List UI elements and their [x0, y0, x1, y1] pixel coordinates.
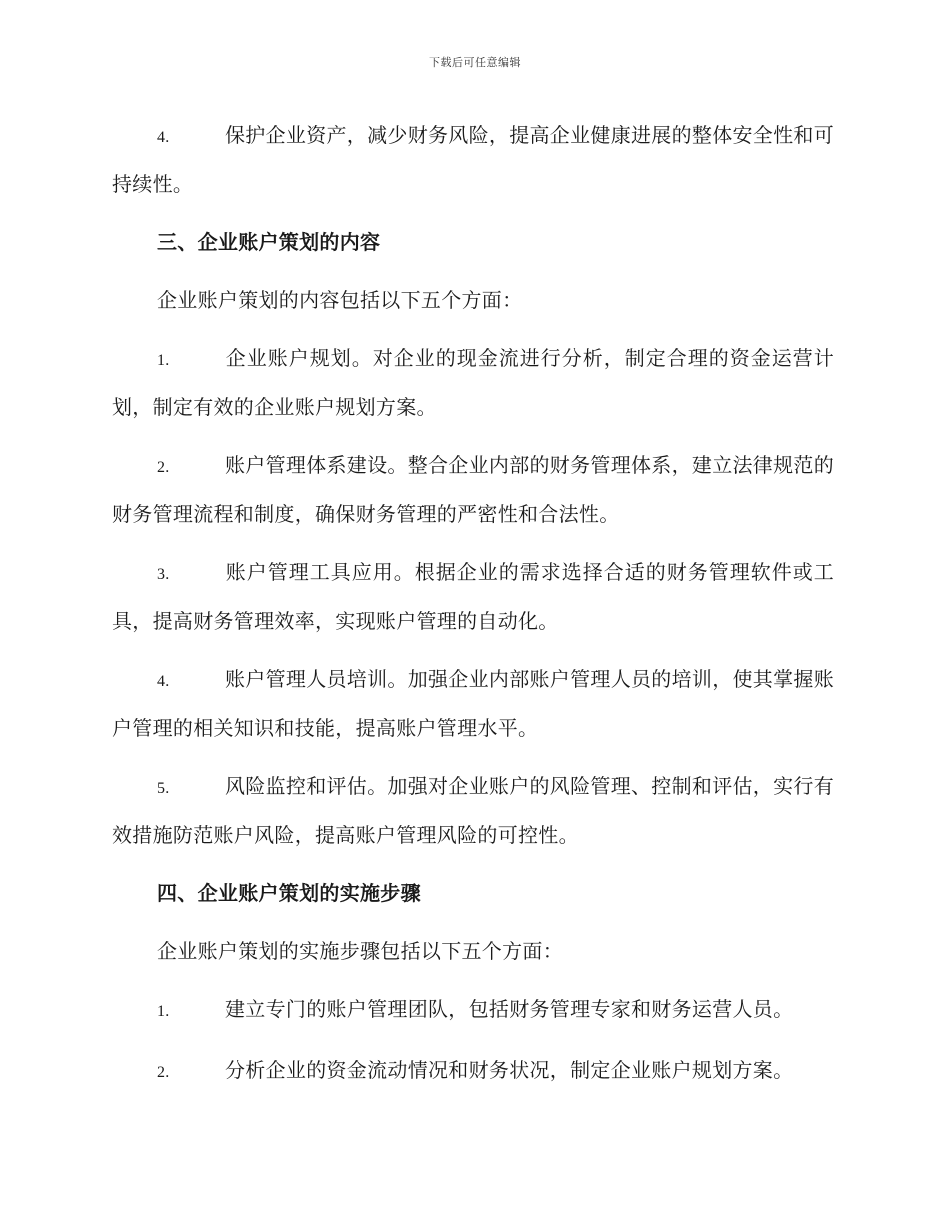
list-number: 2.: [157, 459, 170, 476]
section-heading: 三、企业账户策划的内容: [157, 230, 381, 254]
list-number: 3.: [157, 566, 170, 583]
list-item: [112, 549, 834, 644]
list-text: 账户管理体系建设。整合企业内部的财务管理体系，建立法律规范的财务管理流程和制度，确保财务管理的严密性和合法性。: [112, 453, 834, 526]
list-text: 账户管理人员培训。加强企业内部账户管理人员的培训，使其掌握账户管理的相关知识和技能，提高账户管理水平。: [112, 667, 834, 740]
list-text: 风险监控和评估。加强对企业账户的风险管理、控制和评估，实行有效措施防范账户风险，提高账户管理风险的可控性。: [112, 774, 834, 847]
list-text: 建立专门的账户管理团队，包括财务管理专家和财务运营人员。: [225, 997, 794, 1021]
list-number: 2.: [157, 1064, 170, 1081]
section-intro: 企业账户策划的内容包括以下五个方面：: [157, 288, 523, 312]
list-number: 5.: [157, 780, 170, 797]
section-heading: 四、企业账户策划的实施步骤: [157, 881, 421, 905]
list-number: 4.: [157, 129, 170, 146]
list-text: 分析企业的资金流动情况和财务状况，制定企业账户规划方案。: [225, 1058, 794, 1082]
list-text: 账户管理工具应用。根据企业的需求选择合适的财务管理软件或工具，提高财务管理效率，实现账户管理的自动化。: [112, 560, 834, 633]
section-intro: 企业账户策划的实施步骤包括以下五个方面：: [157, 939, 563, 963]
list-item: [112, 986, 834, 1035]
list-number: 1.: [157, 1003, 170, 1020]
list-text: 保护企业资产，减少财务风险，提高企业健康进展的整体安全性和可持续性。: [112, 123, 834, 196]
list-item: [112, 763, 834, 858]
list-item: [112, 112, 834, 207]
list-text: 企业账户规划。对企业的现金流进行分析，制定合理的资金运营计划，制定有效的企业账户规划方案。: [112, 346, 834, 419]
list-item: [112, 442, 834, 537]
list-number: 4.: [157, 673, 170, 690]
page-header: 下载后可任意编辑: [429, 56, 521, 69]
list-item: [112, 1047, 834, 1096]
list-item: [112, 656, 834, 751]
list-item: [112, 335, 834, 430]
document-body: [112, 112, 834, 1108]
list-number: 1.: [157, 352, 170, 369]
